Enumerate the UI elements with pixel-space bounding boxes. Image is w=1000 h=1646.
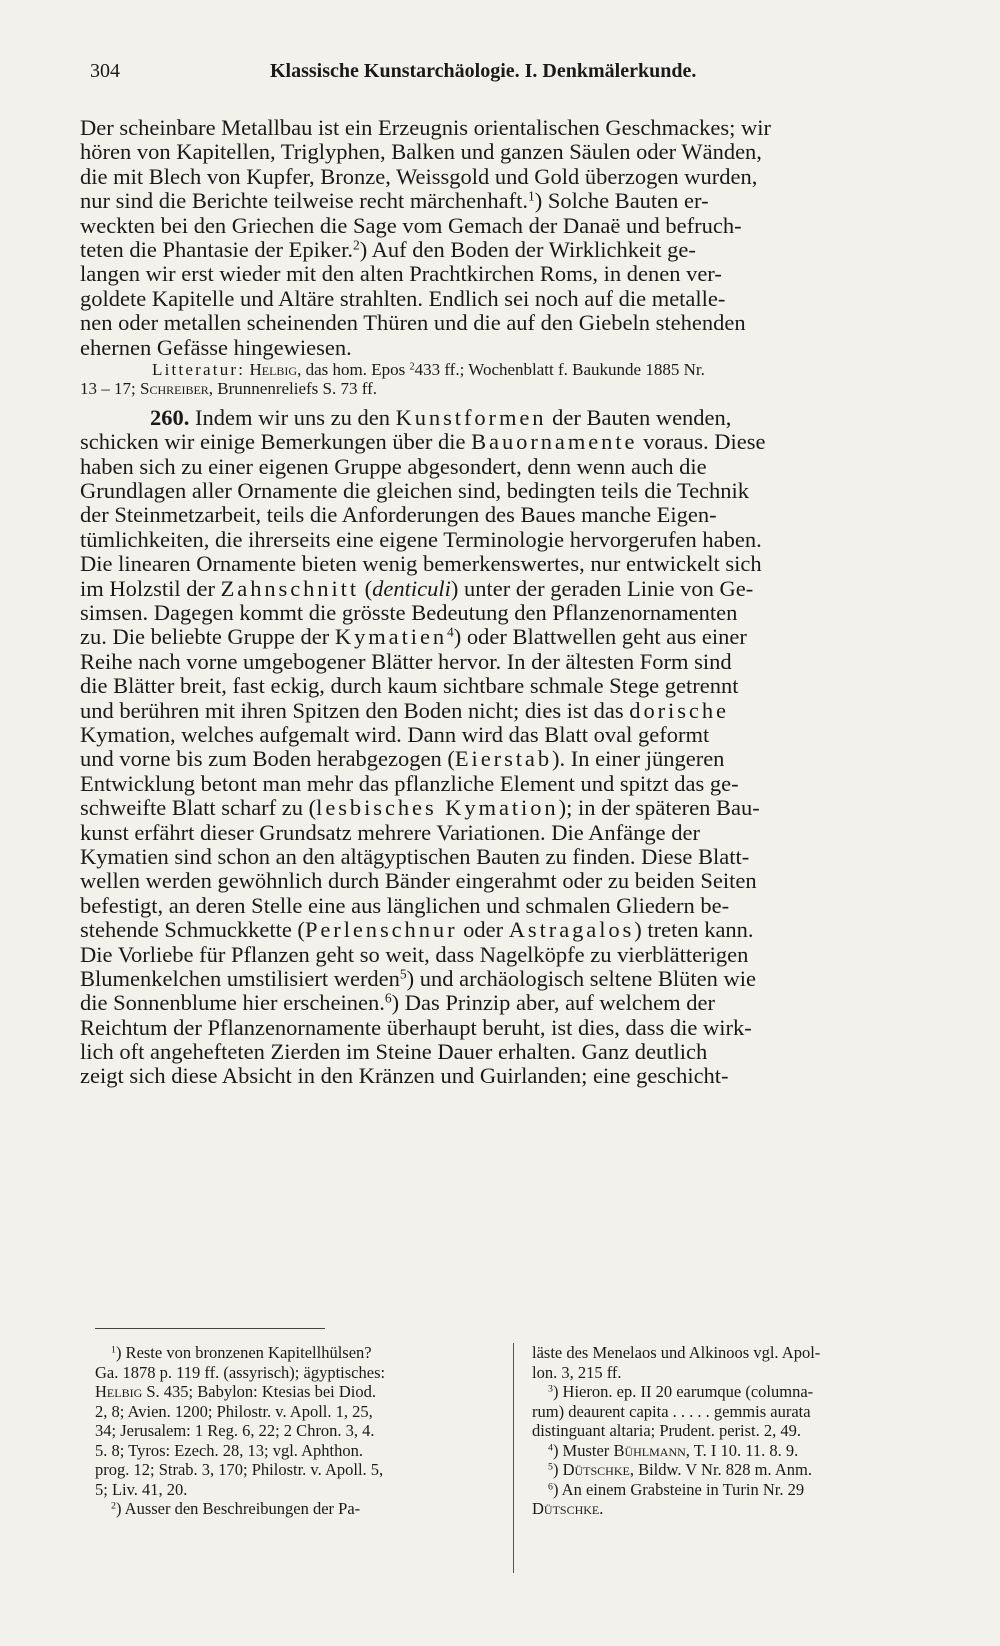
text-span: oder bbox=[457, 917, 509, 943]
text-line bbox=[80, 189, 970, 213]
text-span: der Bauten wenden, bbox=[546, 404, 732, 430]
text-line bbox=[80, 747, 970, 771]
spaced-term: Perlenschnur bbox=[304, 917, 458, 943]
text-line bbox=[80, 625, 970, 649]
column-divider bbox=[513, 1343, 514, 1573]
paragraph-number: 260. bbox=[150, 404, 190, 430]
text-span: schweifte Blatt scharf zu ( bbox=[80, 795, 317, 821]
text-line: nen oder metallen scheinenden Thüren und die auf den Giebeln stehenden bbox=[80, 310, 746, 336]
text-span: ) Hieron. ep. II 20 earumque (columna- bbox=[552, 1382, 814, 1401]
spaced-term: Eierstab bbox=[454, 746, 553, 772]
main-text bbox=[80, 116, 970, 1089]
literature-label: Litteratur: bbox=[152, 359, 246, 379]
text-span: schicken wir einige Bemerkungen über die bbox=[80, 429, 472, 455]
footnote-line bbox=[532, 1480, 947, 1500]
text-line: tümlichkeiten, die ihrerseits eine eigene Terminologie hervorgerufen haben. bbox=[80, 526, 762, 552]
text-span: , T. I 10. 11. 8. 9. bbox=[685, 1440, 799, 1460]
text-line: lich oft angehefteten Zierden im Steine Dauer erhalten. Ganz deutlich bbox=[80, 1039, 708, 1065]
text-line: Entwicklung betont man mehr das pflanzliche Element und spitzt das ge- bbox=[80, 770, 739, 796]
edition-mark: 2 bbox=[409, 361, 415, 373]
footnote-mark: 6 bbox=[548, 1481, 553, 1493]
spaced-term: Astragalos bbox=[508, 917, 635, 943]
footnote-mark: 1 bbox=[111, 1344, 116, 1356]
text-line: langen wir erst wieder mit den alten Prachtkirchen Roms, in denen ver- bbox=[80, 261, 722, 287]
author-name: Schreiber bbox=[139, 378, 209, 398]
text-line: kunst erfährt dieser Grundsatz mehrere Variationen. Die Anfänge der bbox=[80, 819, 700, 845]
spaced-term: lesbisches Kymation bbox=[316, 795, 559, 821]
footnote-line bbox=[95, 1343, 495, 1363]
author-name: Helbig bbox=[95, 1382, 143, 1401]
text-line: simsen. Dagegen kommt die grösste Bedeutung den Pflanzenornamenten bbox=[80, 600, 738, 626]
text-span: ) Reste von bronzenen Kapitellhülsen? bbox=[115, 1343, 372, 1362]
footnote-line: rum) deaurent capita . . . . . gemmis aurata bbox=[532, 1401, 811, 1421]
footnote-line: Ga. 1878 p. 119 ff. (assyrisch); ägyptisches: bbox=[95, 1362, 386, 1382]
text-line: Der scheinbare Metallbau ist ein Erzeugnis orientalischen Geschmackes; wir bbox=[80, 115, 771, 140]
footnote-ref: 1 bbox=[527, 188, 535, 204]
footnote-line: 5. 8; Tyros: Ezech. 28, 13; vgl. Aphthon. bbox=[95, 1440, 364, 1460]
text-line bbox=[80, 967, 970, 991]
text-line bbox=[80, 796, 970, 820]
text-line: hören von Kapitellen, Triglyphen, Balken und ganzen Säulen oder Wänden, bbox=[80, 139, 762, 165]
footnote-line: 34; Jerusalem: 1 Reg. 6, 22; 2 Chron. 3, 4. bbox=[95, 1421, 375, 1440]
text-line: Reihe nach vorne umgebogener Blätter hervor. In der ältesten Form sind bbox=[80, 648, 732, 674]
text-line: Grundlagen aller Ornamente die gleichen sind, bedingten teils die Technik bbox=[80, 478, 750, 504]
text-line bbox=[80, 699, 970, 723]
text-span: die Sonnenblume hier erscheinen. bbox=[80, 990, 385, 1016]
spaced-term: Kunstformen bbox=[395, 404, 547, 430]
text-span: ) oder Blattwellen geht aus einer bbox=[453, 624, 747, 650]
text-span: , Bildw. V Nr. 828 m. Anm. bbox=[629, 1460, 812, 1479]
text-line bbox=[80, 430, 970, 454]
text-span: ) Ausser den Beschreibungen der Pa- bbox=[115, 1499, 361, 1518]
page-header bbox=[90, 60, 910, 88]
spaced-term: Kymatien bbox=[334, 624, 448, 650]
text-span: , das hom. Epos bbox=[297, 359, 410, 379]
author-name: Dütschke bbox=[562, 1460, 630, 1479]
footnote-rule bbox=[95, 1328, 325, 1329]
text-line bbox=[80, 577, 970, 601]
text-line: ehernen Gefässe hingewiesen. bbox=[80, 334, 352, 360]
text-span: ) bbox=[552, 1460, 563, 1479]
footnote-line bbox=[95, 1499, 495, 1519]
text-span: ). In einer jüngeren bbox=[552, 746, 725, 772]
text-line: befestigt, an deren Stelle eine aus länglichen und schmalen Gliedern be- bbox=[80, 892, 730, 918]
text-line bbox=[80, 991, 970, 1015]
running-head: Klassische Kunstarchäologie. I. Denkmälerkunde. bbox=[270, 60, 697, 82]
text-span: im Holzstil der bbox=[80, 575, 221, 601]
footnote-line: läste des Menelaos und Alkinoos vgl. Apol- bbox=[532, 1343, 821, 1362]
text-span: und berühren mit ihren Spitzen den Boden nicht; dies ist das bbox=[80, 697, 630, 723]
footnote-mark: 5 bbox=[548, 1461, 553, 1473]
text-span: ) An einem Grabsteine in Turin Nr. 29 bbox=[552, 1479, 805, 1499]
footnote-line: prog. 12; Strab. 3, 170; Philostr. v. Apoll. 5, bbox=[95, 1460, 384, 1479]
footnote-mark: 4 bbox=[548, 1442, 553, 1454]
text-line: weckten bei den Griechen die Sage vom Gemach der Danaë und befruch- bbox=[80, 212, 742, 238]
text-span: 433 ff.; Wochenblatt f. Baukunde 1885 Nr. bbox=[414, 359, 705, 379]
text-span: ) Solche Bauten er- bbox=[534, 188, 709, 214]
text-line: wellen werden gewöhnlich durch Bänder eingerahmt oder zu beiden Seiten bbox=[80, 868, 757, 894]
literature-line bbox=[80, 379, 970, 398]
footnote-line: 5; Liv. 41, 20. bbox=[95, 1479, 188, 1499]
footnote-line: 2, 8; Avien. 1200; Philostr. v. Apoll. 1, 25, bbox=[95, 1401, 373, 1421]
text-span: Indem wir uns zu den bbox=[189, 404, 396, 430]
footnote-line bbox=[532, 1382, 947, 1402]
text-span: stehende Schmuckkette ( bbox=[80, 917, 305, 943]
text-span: zu. Die beliebte Gruppe der bbox=[80, 624, 335, 650]
author-name: Helbig bbox=[249, 359, 298, 379]
spaced-term: dorische bbox=[629, 697, 729, 723]
latin-term: denticuli bbox=[372, 575, 451, 601]
text-line: die mit Blech von Kupfer, Bronze, Weissgold und Gold überzogen wurden, bbox=[80, 163, 758, 189]
text-span: , Brunnenreliefs S. 73 ff. bbox=[208, 378, 378, 398]
footnote-line bbox=[532, 1441, 947, 1461]
text-line: haben sich zu einer eigenen Gruppe abgesondert, denn wenn auch die bbox=[80, 453, 707, 479]
text-span: ) und archäologisch seltene Blüten wie bbox=[406, 965, 756, 991]
text-span: voraus. Diese bbox=[637, 429, 766, 455]
footnote-mark: 2 bbox=[111, 1500, 116, 1512]
footnotes-left-column bbox=[95, 1343, 495, 1519]
literature-line bbox=[80, 360, 970, 379]
text-span: teten die Phantasie der Epiker. bbox=[80, 236, 354, 262]
text-span: ); in der späteren Bau- bbox=[558, 795, 760, 821]
footnote-mark: 3 bbox=[548, 1383, 553, 1395]
text-span: ) unter der geraden Linie von Ge- bbox=[450, 575, 754, 601]
footnotes-right-column bbox=[532, 1343, 947, 1519]
text-span: 13 – 17; bbox=[80, 378, 140, 398]
text-line: Reichtum der Pflanzenornamente überhaupt beruht, ist dies, dass die wirk- bbox=[80, 1014, 752, 1040]
text-span: ) Muster bbox=[552, 1440, 614, 1460]
text-span: ( bbox=[359, 575, 373, 601]
footnote-line: distinguant altaria; Prudent. perist. 2, 49. bbox=[532, 1421, 801, 1440]
text-line: Die Vorliebe für Pflanzen geht so weit, dass Nagelköpfe zu vierblätterigen bbox=[80, 941, 749, 967]
text-line: goldete Kapitelle und Altäre strahlten. Endlich sei noch auf die metalle- bbox=[80, 285, 726, 311]
text-line: zeigt sich diese Absicht in den Kränzen und Guirlanden; eine geschicht- bbox=[80, 1063, 729, 1089]
footnote-line: lon. 3, 215 ff. bbox=[532, 1362, 622, 1382]
text-span: und vorne bis zum Boden herabgezogen ( bbox=[80, 746, 455, 772]
text-line bbox=[80, 406, 970, 430]
text-span: nur sind die Berichte teilweise recht märchenhaft. bbox=[80, 188, 528, 214]
text-line: Die linearen Ornamente bieten wenig bemerkenswertes, nur entwickelt sich bbox=[80, 551, 762, 577]
author-name: Bühlmann bbox=[613, 1440, 686, 1460]
text-span: ) Auf den Boden der Wirklichkeit ge- bbox=[359, 236, 696, 262]
text-span: S. 435; Babylon: Ktesias bei Diod. bbox=[142, 1382, 376, 1401]
footnote-ref: 2 bbox=[353, 237, 360, 253]
text-line: die Blätter breit, fast eckig, durch kaum sichtbare schmale Stege getrennt bbox=[80, 673, 739, 699]
page-number: 304 bbox=[90, 60, 120, 82]
text-span: ) treten kann. bbox=[634, 917, 754, 943]
text-line bbox=[80, 918, 970, 942]
text-line bbox=[80, 238, 970, 262]
text-span: Blumenkelchen umstilisiert werden bbox=[80, 965, 400, 991]
text-line: Kymatien sind schon an den altägyptischen Bauten zu finden. Diese Blatt- bbox=[80, 843, 750, 869]
footnote-ref: 4 bbox=[447, 625, 454, 640]
spaced-term: Bauornamente bbox=[471, 429, 638, 455]
text-line: der Steinmetzarbeit, teils die Anforderungen des Baues manche Eigen- bbox=[80, 502, 717, 528]
text-line: Kymation, welches aufgemalt wird. Dann wird das Blatt oval geformt bbox=[80, 721, 710, 747]
footnote-line bbox=[532, 1460, 947, 1480]
footnote-ref: 6 bbox=[384, 990, 392, 1006]
footnote-line bbox=[95, 1382, 495, 1402]
footnote-line: Dütschke. bbox=[532, 1499, 604, 1518]
footnote-ref: 5 bbox=[399, 966, 407, 982]
text-span: ) Das Prinzip aber, auf welchem der bbox=[391, 990, 715, 1016]
spaced-term: Zahnschnitt bbox=[220, 575, 360, 601]
